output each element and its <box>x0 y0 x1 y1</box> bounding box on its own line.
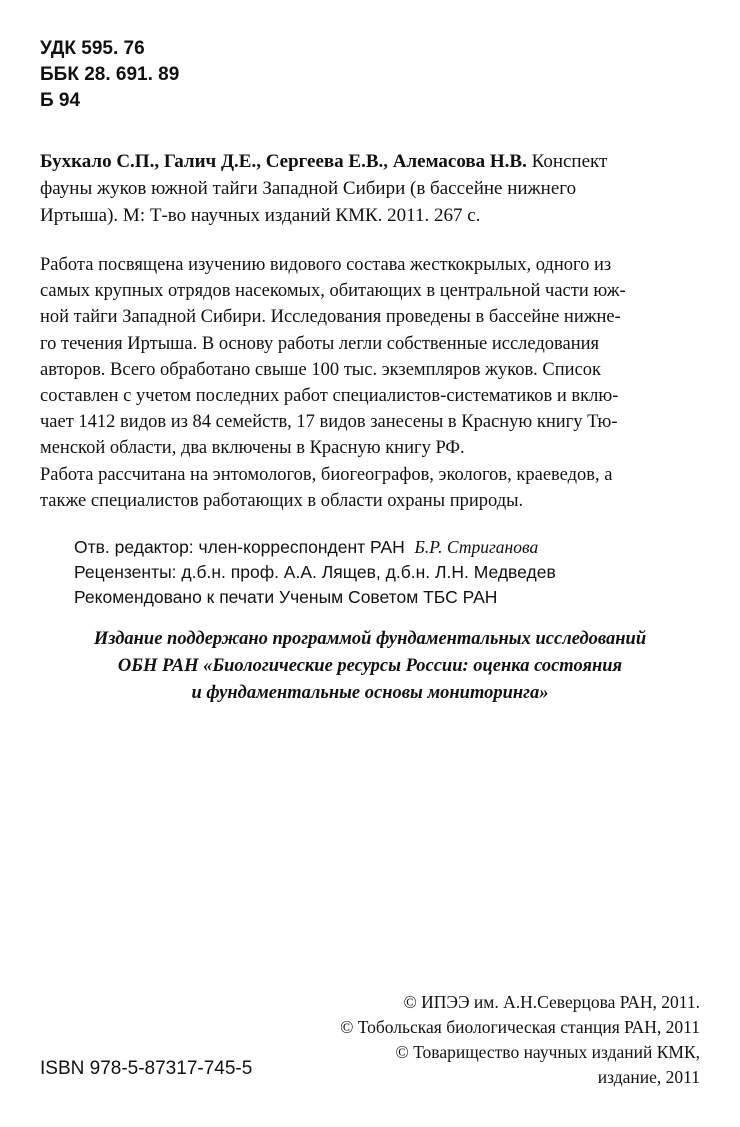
reviewers-line: Рецензенты: д.б.н. проф. А.А. Лящев, д.б.н. Л.Н. Медведев <box>74 562 556 582</box>
title-line-1: Конспект <box>531 151 608 172</box>
recommended-line: Рекомендовано к печати Ученым Советом ТБС РАН <box>74 587 498 607</box>
abstract-line: чает 1412 видов из 84 семейств, 17 видов занесены в Красную книгу Тю- <box>40 412 618 433</box>
isbn: ISBN 978-5-87317-745-5 <box>40 1058 253 1079</box>
authors: Бухкало С.П., Галич Д.Е., Сергеева Е.В., Алемасова Н.В. <box>40 151 527 172</box>
udk-code: УДК 595. 76 <box>40 38 145 59</box>
title-line-2: фауны жуков южной тайги Западной Сибири (в бассейне нижнего <box>40 178 577 199</box>
abstract-paragraph-1 <box>40 252 692 462</box>
abstract-line: самых крупных отрядов насекомых, обитающих в центральной части юж- <box>40 281 626 302</box>
abstract-line: менской области, два включены в Красную книгу РФ. <box>40 438 465 459</box>
abstract-line: го течения Иртыша. В основу работы легли собственные исследования <box>40 333 600 354</box>
editor-label: Отв. редактор: член-корреспондент РАН <box>74 537 405 557</box>
support-notice <box>40 626 700 707</box>
bbk-code: ББК 28. 691. 89 <box>40 64 180 85</box>
support-line-1: Издание поддержано программой фундаментальных исследований <box>93 629 647 649</box>
credits <box>74 535 556 610</box>
abstract-line: авторов. Всего обработано свыше 100 тыс. экземпляров жуков. Список <box>40 359 602 380</box>
copyright-line-4: издание, 2011 <box>597 1067 700 1087</box>
copyright-block <box>340 990 700 1090</box>
copyright-line-3: © Товарищество научных изданий КМК, <box>395 1042 700 1062</box>
editor-name: Б.Р. Стриганова <box>414 537 539 557</box>
abstract-line: также специалистов работающих в области охраны природы. <box>40 490 524 511</box>
classification-codes <box>40 36 179 114</box>
copyright-line-2: © Тобольская биологическая станция РАН, 2011 <box>340 1017 700 1037</box>
title-line-3: Иртыша). М: Т-во научных изданий КМК. 2011. 267 с. <box>40 205 481 226</box>
support-line-3: и фундаментальные основы мониторинга» <box>191 683 549 703</box>
copyright-line-1: © ИПЭЭ им. А.Н.Северцова РАН, 2011. <box>403 992 700 1012</box>
abstract-paragraph-2 <box>40 462 692 514</box>
support-line-2: ОБН РАН «Биологические ресурсы России: оценка состояния <box>117 656 623 676</box>
bibliographic-record <box>40 148 690 229</box>
abstract-line: составлен с учетом последних работ специалистов-систематиков и вклю- <box>40 386 619 407</box>
abstract-line: ной тайги Западной Сибири. Исследования проведены в бассейне нижне- <box>40 307 621 328</box>
editor-line <box>74 535 556 560</box>
author-mark: Б 94 <box>40 90 81 111</box>
abstract-line: Работа посвящена изучению видового состава жесткокрылых, одного из <box>40 255 612 275</box>
abstract <box>40 252 692 514</box>
abstract-line: Работа рассчитана на энтомологов, биогеографов, экологов, краеведов, а <box>40 464 613 485</box>
